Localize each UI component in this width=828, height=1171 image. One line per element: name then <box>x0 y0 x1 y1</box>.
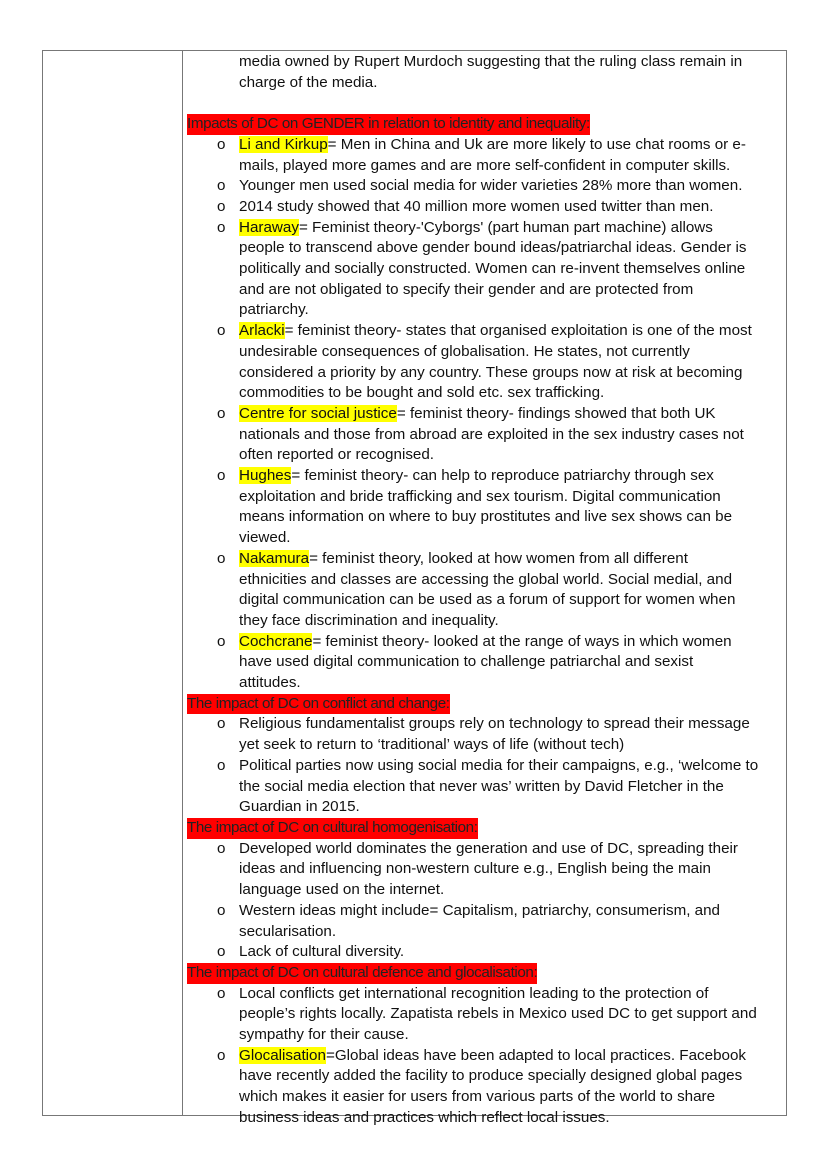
item-line <box>239 280 782 301</box>
item-text: digital communication can be used as a forum of support for women when <box>239 591 736 609</box>
bullet-icon: o <box>217 218 226 236</box>
item-text: Lack of cultural diversity. <box>239 943 405 961</box>
item-text: Political parties now using social media for their campaigns, e.g., ‘welcome to <box>239 756 759 774</box>
item-line <box>239 1066 782 1087</box>
item-text: = feminist theory- can help to reproduce patriarchy through sex <box>291 467 714 485</box>
theorist-name: Centre for social justice <box>239 404 397 422</box>
intro-line: charge of the media. <box>239 73 378 91</box>
theorist-name: Li and Kirkup <box>239 135 328 153</box>
item-line <box>239 859 782 880</box>
notes-cell <box>187 52 782 1129</box>
bullet-icon: o <box>217 943 226 961</box>
theorist-name: Nakamura <box>239 549 310 567</box>
item-line <box>239 466 782 487</box>
item-line <box>239 176 782 197</box>
section-heading: Impacts of DC on GENDER in relation to identity and inequality: <box>187 114 590 135</box>
item-line <box>239 1025 782 1046</box>
list-item <box>187 549 782 632</box>
item-text: undesirable consequences of globalisation. He states, not currently <box>239 342 690 360</box>
item-line <box>239 673 782 694</box>
bullet-icon: o <box>217 549 226 567</box>
item-text: = Feminist theory-'Cyborgs' (part human part machine) allows <box>298 218 713 236</box>
section-heading-row <box>187 818 782 839</box>
item-line <box>239 342 782 363</box>
item-line <box>239 1087 782 1108</box>
bullet-icon: o <box>217 715 226 733</box>
bullet-icon: o <box>217 839 226 857</box>
list-item <box>187 404 782 466</box>
item-line <box>239 404 782 425</box>
theorist-name: Hughes <box>239 467 292 485</box>
list-item <box>187 1046 782 1129</box>
item-line <box>239 300 782 321</box>
item-text: nationals and those from abroad are exploited in the sex industry cases not <box>239 425 744 443</box>
item-line <box>239 735 782 756</box>
item-text: people’s rights locally. Zapatista rebels in Mexico used DC to get support and <box>239 1005 757 1023</box>
item-text: = Men in China and Uk are more likely to use chat rooms or e- <box>327 135 746 153</box>
item-text: attitudes. <box>239 674 301 692</box>
section-heading: The impact of DC on conflict and change: <box>187 694 450 715</box>
list-item <box>187 714 782 755</box>
item-text: and are not obligated to specify their gender and are protected from <box>239 280 694 298</box>
item-text: business ideas and practices which reflect local issues. <box>239 1108 610 1126</box>
list-item <box>187 135 782 176</box>
item-text: 2014 study showed that 40 million more women used twitter than men. <box>239 197 714 215</box>
item-line <box>239 425 782 446</box>
bullet-icon: o <box>217 901 226 919</box>
item-line <box>239 197 782 218</box>
list-item <box>187 218 782 322</box>
item-line <box>239 714 782 735</box>
section-heading: The impact of DC on cultural defence and glocalisation: <box>187 963 537 984</box>
theorist-name: Glocalisation <box>239 1046 326 1064</box>
bullet-icon: o <box>217 177 226 195</box>
column-divider <box>182 51 183 1115</box>
section-heading-row <box>187 963 782 984</box>
item-line <box>239 984 782 1005</box>
list-item <box>187 321 782 404</box>
item-line <box>239 363 782 384</box>
item-text: language used on the internet. <box>239 881 445 899</box>
item-text: =Global ideas have been adapted to local practices. Facebook <box>325 1046 746 1064</box>
item-text: patriarchy. <box>239 301 309 319</box>
section-heading: The impact of DC on cultural homogenisation: <box>187 818 478 839</box>
theorist-name: Arlacki <box>239 322 285 340</box>
item-line <box>239 238 782 259</box>
item-line <box>239 487 782 508</box>
theorist-name: Cochcrane <box>239 632 313 650</box>
item-line <box>239 507 782 528</box>
item-text: they face discrimination and inequality. <box>239 611 499 629</box>
item-line <box>239 383 782 404</box>
item-line <box>239 611 782 632</box>
bullet-icon: o <box>217 632 226 650</box>
item-text: ideas and influencing non-western culture e.g., English being the main <box>239 860 711 878</box>
item-text: = feminist theory, looked at how women from all different <box>309 549 688 567</box>
item-line <box>239 839 782 860</box>
list-item <box>187 756 782 818</box>
bullet-icon: o <box>217 404 226 422</box>
item-line <box>239 1046 782 1067</box>
theorist-name: Haraway <box>239 218 299 236</box>
item-line <box>239 632 782 653</box>
intro-line: media owned by Rupert Murdoch suggesting that the ruling class remain in <box>239 53 743 70</box>
spacer <box>187 93 782 114</box>
item-line <box>239 1108 782 1129</box>
item-text: = feminist theory- looked at the range of ways in which women <box>312 632 732 650</box>
item-text: commodities to be bought and sold etc. sex trafficking. <box>239 384 605 402</box>
item-line <box>239 445 782 466</box>
item-line <box>239 135 782 156</box>
item-text: Developed world dominates the generation and use of DC, spreading their <box>239 839 738 857</box>
bullet-icon: o <box>217 756 226 774</box>
item-text: yet seek to return to ‘traditional’ ways of life (without tech) <box>239 736 625 754</box>
list-item <box>187 942 782 963</box>
item-text: often reported or recognised. <box>239 446 435 464</box>
item-text: = feminist theory- states that organised exploitation is one of the most <box>284 322 752 340</box>
item-text: Guardian in 2015. <box>239 798 360 816</box>
bullet-icon: o <box>217 984 226 1002</box>
item-text: have used digital communication to challenge patriarchal and sexist <box>239 653 694 671</box>
bullet-icon: o <box>217 197 226 215</box>
item-text: Western ideas might include= Capitalism, patriarchy, consumerism, and <box>239 901 721 919</box>
item-line <box>239 528 782 549</box>
item-text: have recently added the facility to produce specially designed global pages <box>239 1067 743 1085</box>
item-line <box>239 652 782 673</box>
item-line <box>239 756 782 777</box>
item-text: the social media election that never was’ written by David Fletcher in the <box>239 777 724 795</box>
bullet-icon: o <box>217 135 226 153</box>
list-item <box>187 901 782 942</box>
bullet-icon: o <box>217 1046 226 1064</box>
section-heading-row <box>187 694 782 715</box>
list-item <box>187 197 782 218</box>
item-line <box>239 901 782 922</box>
list-item <box>187 176 782 197</box>
item-line <box>239 1004 782 1025</box>
item-line <box>239 797 782 818</box>
item-text: Younger men used social media for wider varieties 28% more than women. <box>239 177 743 195</box>
item-text: sympathy for their cause. <box>239 1026 409 1044</box>
bullet-icon: o <box>217 467 226 485</box>
item-line <box>239 321 782 342</box>
item-text: which makes it easier for users from various parts of the world to share <box>239 1088 716 1106</box>
item-text: exploitation and bride trafficking and sex tourism. Digital communication <box>239 487 721 505</box>
item-line <box>239 259 782 280</box>
item-text: mails, played more games and are more self-confident in computer skills. <box>239 156 731 174</box>
item-text: considered a priority by any country. These groups now at risk at becoming <box>239 363 743 381</box>
item-text: viewed. <box>239 529 291 547</box>
list-item <box>187 466 782 549</box>
list-item <box>187 839 782 901</box>
bullet-icon: o <box>217 322 226 340</box>
item-text: people to transcend above gender bound ideas/patriarchal ideas. Gender is <box>239 239 747 257</box>
item-line <box>239 218 782 239</box>
item-line <box>239 570 782 591</box>
list-item <box>187 984 782 1046</box>
section-heading-row <box>187 114 782 135</box>
item-text: = feminist theory- findings showed that both UK <box>396 404 716 422</box>
item-text: Local conflicts get international recognition leading to the protection of <box>239 984 709 1002</box>
item-text: secularisation. <box>239 922 337 940</box>
list-item <box>187 632 782 694</box>
item-line <box>239 942 782 963</box>
item-text: ethnicities and classes are accessing the global world. Social medial, and <box>239 570 733 588</box>
item-text: politically and socially constructed. Women can re-invent themselves online <box>239 260 746 278</box>
item-text: means information on where to buy prostitutes and live sex shows can be <box>239 508 733 526</box>
item-line <box>239 777 782 798</box>
item-line <box>239 880 782 901</box>
item-line <box>239 590 782 611</box>
item-line <box>239 922 782 943</box>
item-text: Religious fundamentalist groups rely on technology to spread their message <box>239 715 750 733</box>
item-line <box>239 549 782 570</box>
item-line <box>239 156 782 177</box>
